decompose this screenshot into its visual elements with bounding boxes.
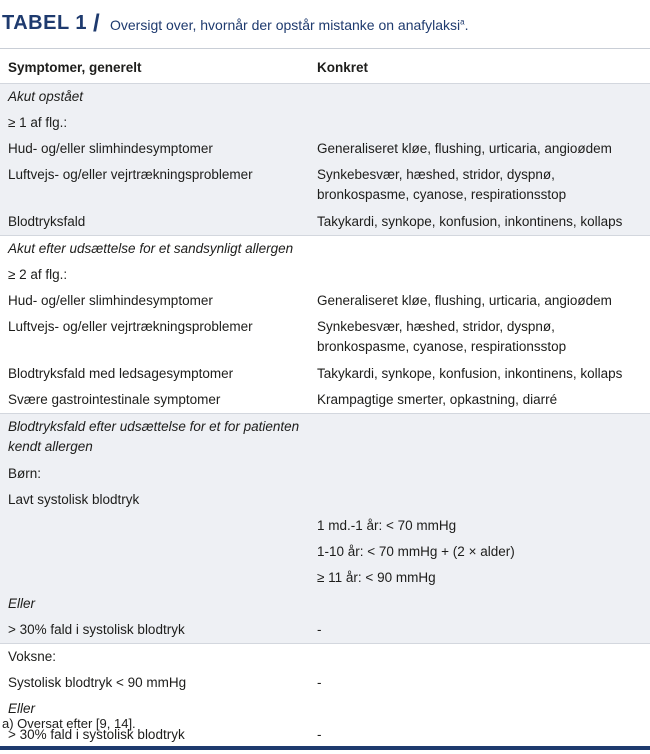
table-row [0, 487, 650, 513]
cell-symptom: Hud- og/eller slimhindesymptomer [8, 293, 213, 308]
table-number: TABEL 1 [2, 12, 87, 34]
cell-symptom: Lavt systolisk blodtryk [8, 492, 140, 507]
table-row [0, 591, 650, 617]
table-row [0, 235, 650, 262]
cell-symptom: Hud- og/eller slimhindesymptomer [8, 141, 213, 156]
table-row [0, 461, 650, 487]
cell-symptom: ≥ 1 af flg.: [8, 115, 68, 130]
table-row [0, 539, 650, 565]
cell-concrete: Synkebesvær, hæshed, stridor, dyspnø, bronkospasme, cyanose, respirationsstop [317, 167, 567, 202]
cell-concrete: Takykardi, synkope, konfusion, inkontinens, kollaps [317, 366, 623, 381]
cell-symptom: Luftvejs- og/eller vejrtrækningsproblemer [8, 167, 253, 182]
table-row [0, 314, 650, 361]
table-row [0, 83, 650, 110]
cell-symptom: Akut efter udsættelse for et sandsynligt allergen [8, 241, 294, 256]
symptom-table [0, 48, 650, 746]
cell-concrete: Generaliseret kløe, flushing, urticaria, angioødem [317, 141, 612, 156]
table-row [0, 643, 650, 670]
table-row [0, 136, 650, 162]
cell-concrete: Takykardi, synkope, konfusion, inkontinens, kollaps [317, 214, 623, 229]
cell-concrete: Krampagtige smerter, opkastning, diarré [317, 392, 558, 407]
cell-symptom: Eller [8, 596, 36, 611]
cell-symptom: Blodtryksfald med ledsagesymptomer [8, 366, 234, 381]
table-header [0, 48, 650, 83]
table-row [0, 162, 650, 209]
cell-symptom: Eller [8, 701, 36, 716]
cell-symptom: Akut opstået [8, 89, 84, 104]
table-row [0, 110, 650, 136]
table-row [0, 670, 650, 696]
cell-concrete: - [317, 675, 322, 690]
table-title [0, 0, 650, 44]
column-header-symptoms: Symptomer, generelt [8, 60, 142, 75]
cell-symptom: Blodtryksfald [8, 214, 86, 229]
cell-symptom: ≥ 2 af flg.: [8, 267, 68, 282]
title-slash: / [93, 10, 100, 37]
cell-symptom: Luftvejs- og/eller vejrtrækningsproblemer [8, 319, 253, 334]
cell-concrete: Synkebesvær, hæshed, stridor, dyspnø, bronkospasme, cyanose, respirationsstop [317, 319, 567, 354]
column-header-concrete: Konkret [317, 60, 369, 75]
table-row [0, 262, 650, 288]
cell-symptom: Blodtryksfald efter udsættelse for et for patienten kendt allergen [8, 419, 300, 454]
table-row [0, 565, 650, 591]
table-row [0, 617, 650, 643]
table-row [0, 288, 650, 314]
cell-symptom: Systolisk blodtryk < 90 mmHg [8, 675, 187, 690]
cell-concrete: 1-10 år: < 70 mmHg + (2 × alder) [317, 544, 515, 559]
cell-concrete: Generaliseret kløe, flushing, urticaria, angioødem [317, 293, 612, 308]
cell-concrete: 1 md.-1 år: < 70 mmHg [317, 518, 457, 533]
bottom-rule [0, 746, 650, 750]
table-row [0, 209, 650, 235]
cell-concrete: ≥ 11 år: < 90 mmHg [317, 570, 436, 585]
table-subtitle: Oversigt over, hvornår der opstår mistanke on anafylaksi$^a$. [110, 17, 469, 33]
cell-symptom: Børn: [8, 466, 42, 481]
table-row [0, 513, 650, 539]
cell-concrete: - [317, 727, 322, 742]
footnote-marker: a [460, 17, 465, 27]
table-row [0, 361, 650, 387]
cell-symptom: > 30% fald i systolisk blodtryk [8, 727, 185, 742]
cell-symptom: Svære gastrointestinale symptomer [8, 392, 221, 407]
cell-symptom: > 30% fald i systolisk blodtryk [8, 622, 185, 637]
footnote: a) Oversat efter [9, 14]. [2, 716, 136, 731]
cell-concrete: - [317, 622, 322, 637]
table-row [0, 413, 650, 461]
table-row [0, 387, 650, 413]
cell-symptom: Voksne: [8, 649, 57, 664]
